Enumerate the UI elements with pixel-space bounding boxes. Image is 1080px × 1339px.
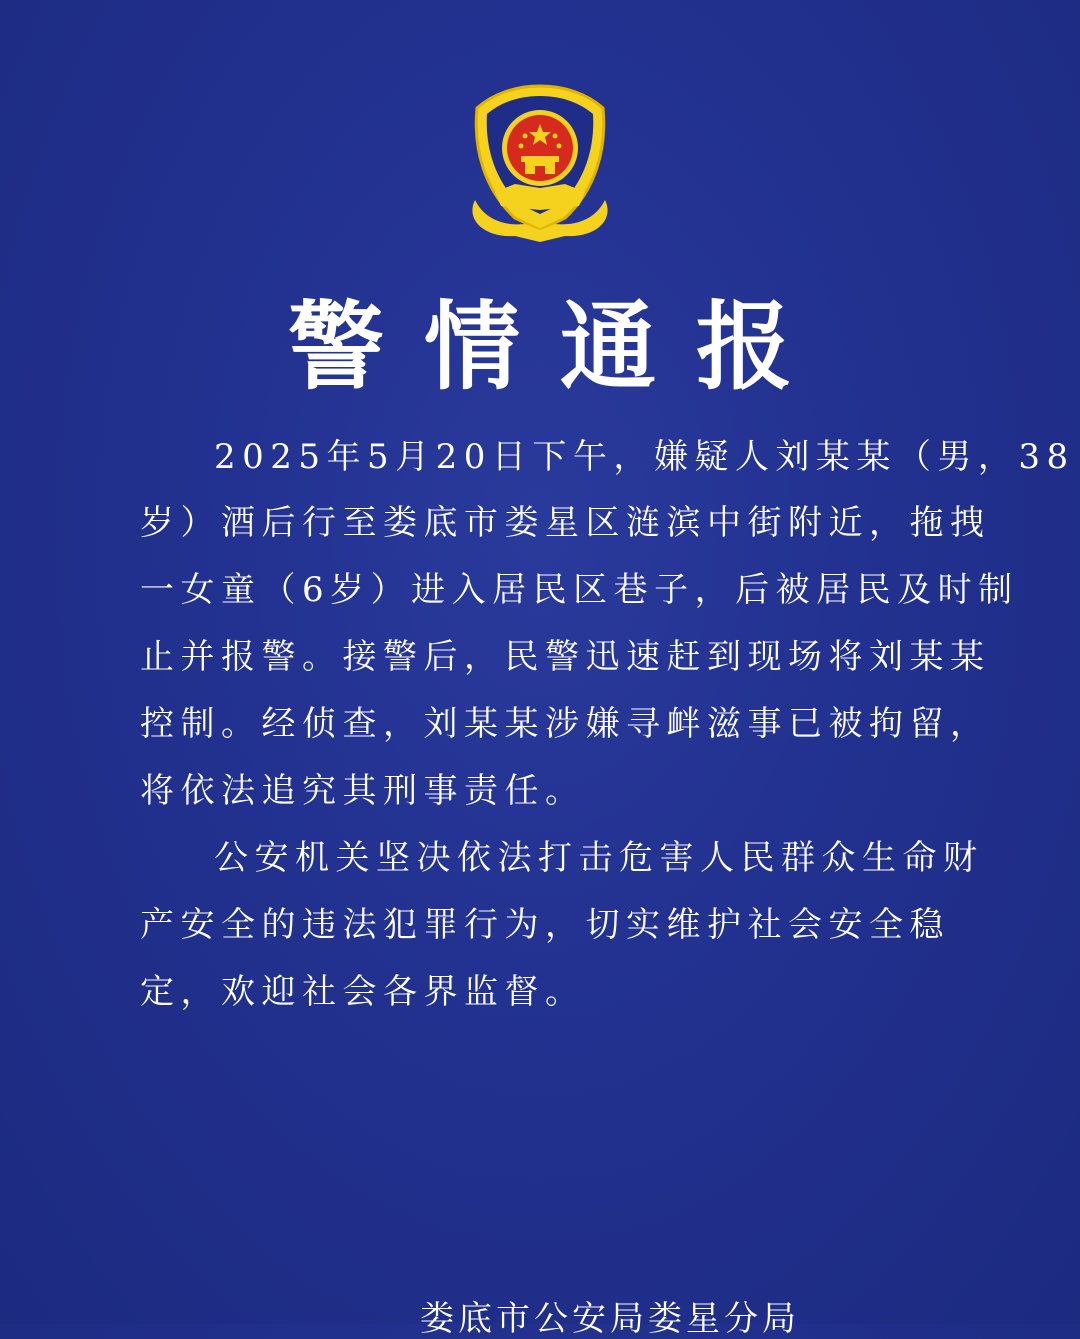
paragraph-1-line-2: 岁）酒后行至娄底市娄星区涟滨中街附近，拖拽 xyxy=(140,503,991,543)
paragraph-1-line-6: 将依法追究其刑事责任。 xyxy=(140,771,586,811)
paragraph-2-line-2: 产安全的违法犯罪行为，切实维护社会安全稳 xyxy=(140,905,950,945)
paragraph-1-line-3: 一女童（6岁）进入居民区巷子，后被居民及时制 xyxy=(140,570,1019,610)
paragraph-2-line-3: 定，欢迎社会各界监督。 xyxy=(140,972,586,1012)
paragraph-1-line-4: 止并报警。接警后，民警迅速赶到现场将刘某某 xyxy=(140,637,991,677)
paragraph-2-line-1: 公安机关坚决依法打击危害人民群众生命财 xyxy=(214,838,984,878)
police-emblem-icon xyxy=(455,80,625,250)
paragraph-1-line-1: 2025年5月20日下午，嫌疑人刘某某（男，38 xyxy=(214,437,1075,477)
notice-title: 警情通报 xyxy=(288,291,832,403)
issuing-authority: 娄底市公安局娄星分局 xyxy=(420,1299,800,1339)
paragraph-1-line-5: 控制。经侦查，刘某某涉嫌寻衅滋事已被拘留， xyxy=(140,704,991,744)
